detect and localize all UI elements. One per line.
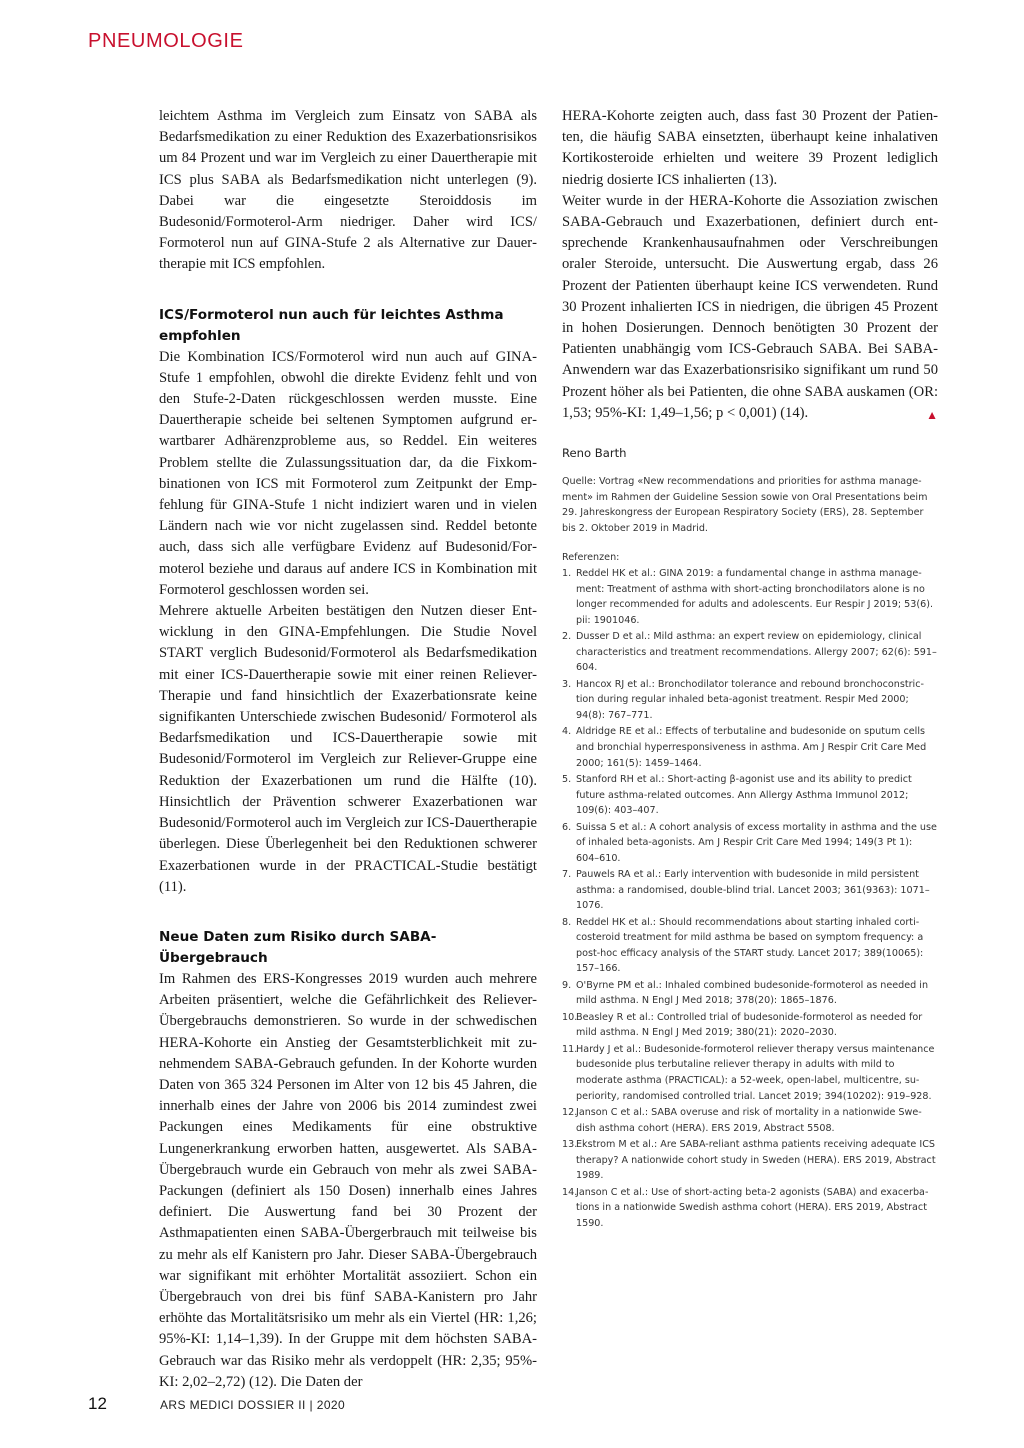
reference-text: Reddel HK et al.: GINA 2019: a fundamental change in asthma management: Treatment of asthma with short-acting bronchodilators alone is no longer recommended for adults and adolescents. Eur Respir J 2019; 53(6). pii: 1901046. [576,568,934,626]
reference-text: Reddel HK et al.: Should recommendations about starting inhaled corticosteroid treatment for mild asthma be based on symptom frequency: a post-hoc efficacy analysis of the START study. Lancet 2017; 389(10065): 157–166. [576,916,924,975]
reference-text: Ekstrom M et al.: Are SABA-reliant asthma patients receiving adequate ICS therapy? A nationwide cohort study in Sweden (HERA). ERS 2019, Abstract 1989. [576,1138,936,1182]
reference-list [562,566,938,1231]
reference-item [562,1137,938,1184]
references-heading: Referenzen: [562,552,620,564]
reference-item [562,1185,938,1232]
body-paragraph: Die Kombination ICS/Formoterol wird nun auch auf GINA-Stufe 1 empfohlen, obwohl die direkte Evidenz fehlt und von den Stufe-2-Daten rückgeschlossen werden musste. Eine Dauertherapie scheide bei seltenen Symptomen aufgrund erwartbarer Adhärenzprobleme aus, so Reddel. Ein weiteres Problem stellte die Zulassungssituation dar, da die Fixkombinationen von ICS mit Formoterol zum Zeitpunkt der Empfehlung für GINA-Stufe 1 nicht indiziert waren und in vielen Ländern nach wie vor nicht zugelassen sind. Reddel betonte auch, dass sich alle verfügbare Evidenz auf Budesonid/Formoterol beziehe und daraus auf andere ICS in Kombination mit Formoterol geschlossen worden sei. [159,348,537,598]
reference-text: Beasley R et al.: Controlled trial of budesonide-formoterol as needed for mild asthma. N Engl J Med 2019; 380(21): 2020–2030. [576,1011,923,1039]
reference-item [562,978,938,1009]
reference-item [562,1010,938,1041]
reference-text: Janson C et al.: Use of short-acting beta-2 agonists (SABA) and exacerbations in a nationwide Swedish asthma cohort (HERA). ERS 2019, Abstract 1590. [576,1186,929,1229]
body-paragraph: leichtem Asthma im Vergleich zum Einsatz von SABA als Bedarfsmedikation zu einer Reduktion des Exazerbationsrisikos um 84 Prozent und war im Vergleich zu einer Dauertherapie mit ICS plus SABA als Bedarfsmedikation nicht unterlegen (9). Dabei war die eingesetzte Steroiddosis im Budesonid/Formoterol-Arm niedriger. Daher wird ICS/ Formoterol nun auf GINA-Stufe 2 als Alternative zur Dauertherapie mit ICS empfohlen. [159,108,537,273]
reference-number: 6. [562,821,572,833]
source-note: Quelle: Vortrag «New recommendations and priorities for asthma management» im Rahmen der Guideline Session sowie von Oral Presentations beim 29. Jahreskongress der European Respiratory Society (ERS), 28. September bis 2. Oktober 2019 in Madrid. [562,476,928,534]
reference-number: 10. [562,1011,578,1023]
reference-item [562,867,938,914]
reference-number: 5. [562,773,572,785]
reference-text: Pauwels RA et al.: Early intervention with budesonide in mild persistent asthma: a randomised, double-blind trial. Lancet 2003; 361(9363): 1071–1076. [576,869,930,912]
reference-item [562,724,938,771]
reference-item [562,629,938,676]
reference-number: 4. [562,726,572,738]
reference-number: 14. [562,1186,578,1198]
body-paragraph: Im Rahmen des ERS-Kongresses 2019 wurden auch mehrere Arbeiten präsentiert, welche die Gefährlichkeit des Reliever-Übergebrauchs demonstrieren. So wurde in der schwedischen HERA-Kohorte ein Anstieg der Gesamtsterblichkeit mit zunehmendem SABA-Gebrauch gefunden. In der Kohorte wurden Daten von 365 324 Personen im Alter von 12 bis 45 Jahren, die innerhalb eines der Jahre von 2006 bis 2014 zumindest zwei Packungen eines Medikaments für eine obstruktive Lungenerkrankung erworben hatten, ausgewertet. Als SABA-Übergebrauch wurde ein Gebrauch von mehr als zwei SABA-Packungen (definiert als 150 Dosen) innerhalb eines Jahres definiert. Die Auswertung fand bei 30 Prozent der Asthmapatienten einen SABA-Übergerbrauch mit teilweise bis zu mehr als elf Kanistern pro Jahr. Dieser SABA-Übergebrauch war signifikant mit erhöhter Mortalität assoziiert. Schon ein Übergebrauch von drei bis fünf SABA-Kanistern pro Jahr erhöhte das Mortalitätsrisiko um mehr als ein Viertel (HR: 1,26; 95%-KI: 1,14–1,39). In der Gruppe mit dem höchsten SABA-Gebrauch war das Risiko mehr als verdoppelt (HR: 2,35; 95%-KI: 2,02–2,72) (12). Die Daten der [159,970,537,1390]
reference-text: O'Byrne PM et al.: Inhaled combined budesonide-formoterol as needed in mild asthma. N Engl J Med 2018; 378(20): 1865–1876. [576,979,929,1007]
reference-number: 8. [562,916,572,928]
subheading: ICS/Formoterol nun auch für leichtes Asthma empfohlen [159,306,504,344]
reference-text: Suissa S et al.: A cohort analysis of excess mortality in asthma and the use of inhaled beta-agonists. Am J Respir Crit Care Med 1994; 149(3 Pt 1): 604–610. [576,821,937,864]
reference-item [562,820,938,867]
page-number: 12 [88,1394,107,1413]
body-paragraph: Mehrere aktuelle Arbeiten bestätigen den Nutzen dieser Entwicklung in den GINA-Empfehlungen. Die Studie Novel START verglich Budesonid/Formoterol als Bedarfsmedikation mit einer ICS-Dauertherapie sowie mit einer reinen Reliever-Therapie und fand hinsichtlich der Exazerbationsrate keine signifikanten Unterschiede zwischen Budesonid/ Formoterol als Bedarfsmedikation und ICS-Dauertherapie sowie mit Budesonid/Formoterol im Vergleich zur Reliever-Gruppe eine Reduktion der Exazerbationen um rund die Hälfte (10). Hinsichtlich der Prävention schwerer Exazerbationen war Budesonid/Formoterol auch im Vergleich zur ICS-Dauertherapie überlegen. Diese Überlegenheit bei den Reduktionen schwerer Exazerbationen wurde in der PRACTICAL-Studie bestätigt (11). [159,603,537,895]
author-name: Reno Barth [562,446,627,461]
reference-number: 1. [562,568,572,580]
reference-text: Hancox RJ et al.: Bronchodilator tolerance and rebound bronchoconstriction during regular inhaled beta-agonist treatment. Respir Med 2000; 94(8): 767–771. [576,678,924,721]
reference-text: Hardy J et al.: Budesonide-formoterol reliever therapy versus maintenance budesonide plus terbutaline reliever therapy in adults with mild to moderate asthma (PRACTICAL): a 52-week, open-label, multicentre, superiority, randomised controlled trial. Lancet 2019; 394(10202): 919–928. [576,1043,935,1102]
reference-item [562,915,938,977]
body-paragraph [562,191,938,424]
reference-text: Dusser D et al.: Mild asthma: an expert review on epidemiology, clinical characteristics and treatment recommendations. Allergy 2007; 62(6): 591–604. [576,631,937,674]
reference-number: 13. [562,1138,578,1150]
reference-number: 2. [562,631,572,643]
reference-text: Aldridge RE et al.: Effects of terbutaline and budesonide on sputum cells and bronchial hyperresponsiveness in asthma. Am J Respir Crit Care Med 2000; 161(5): 1459–1464. [576,726,927,769]
subheading: Neue Daten zum Risiko durch SABA-Übergebrauch [159,928,437,966]
reference-item [562,566,938,628]
reference-item [562,1105,938,1136]
right-column [562,106,938,1232]
reference-item [562,1042,938,1104]
section-heading: PNEUMOLOGIE [88,30,244,52]
reference-text: Stanford RH et al.: Short-acting β-agonist use and its ability to predict future asthma-related outcomes. Ann Allergy Asthma Immunol 2012; 109(6): 403–407. [576,773,912,817]
end-of-article-icon: ▲ [926,407,938,422]
reference-number: 7. [562,869,572,881]
reference-number: 9. [562,979,572,991]
journal-name: ARS MEDICI DOSSIER II | 2020 [160,1398,346,1412]
reference-number: 11. [562,1043,578,1055]
body-paragraph-text: Weiter wurde in der HERA-Kohorte die Assoziation zwischen SABA-Gebrauch und Exazerbationen, definiert durch entsprechende Krankenhausaufnahmen oder Verschreibungen oraler Steroide, untersucht. Die Auswertung ergab, dass 26 Prozent der Patienten überhaupt keine ICS verwendeten. Rund 30 Prozent inhalierten ICS in niedrigen, die übrigen 45 Prozent in hohen Dosierungen. Dennoch benötigten 30 Prozent der Patienten unabhängig vom ICS-Gebrauch SABA. Bei SABA-Anwendern war das Exazerbationsrisiko signifikant um rund 50 Prozent höher als bei Patienten, die ohne SABA auskamen (OR: 1,53; 95%-KI: 1,49–1,56; p < 0,001) (14). [562,192,938,421]
reference-number: 3. [562,678,572,690]
reference-item [562,677,938,724]
reference-number: 12. [562,1106,578,1118]
body-paragraph: HERA-Kohorte zeigten auch, dass fast 30 Prozent der Patienten, die häufig SABA einsetzten, überhaupt keine inhalativen Kortikosteroide erhielten und weitere 39 Prozent lediglich niedrig dosierte ICS inhalierten (13). [562,108,938,188]
reference-text: Janson C et al.: SABA overuse and risk of mortality in a nationwide Swedish asthma cohort (HERA). ERS 2019, Abstract 5508. [576,1106,922,1134]
left-column [159,106,537,1393]
reference-item [562,772,938,819]
